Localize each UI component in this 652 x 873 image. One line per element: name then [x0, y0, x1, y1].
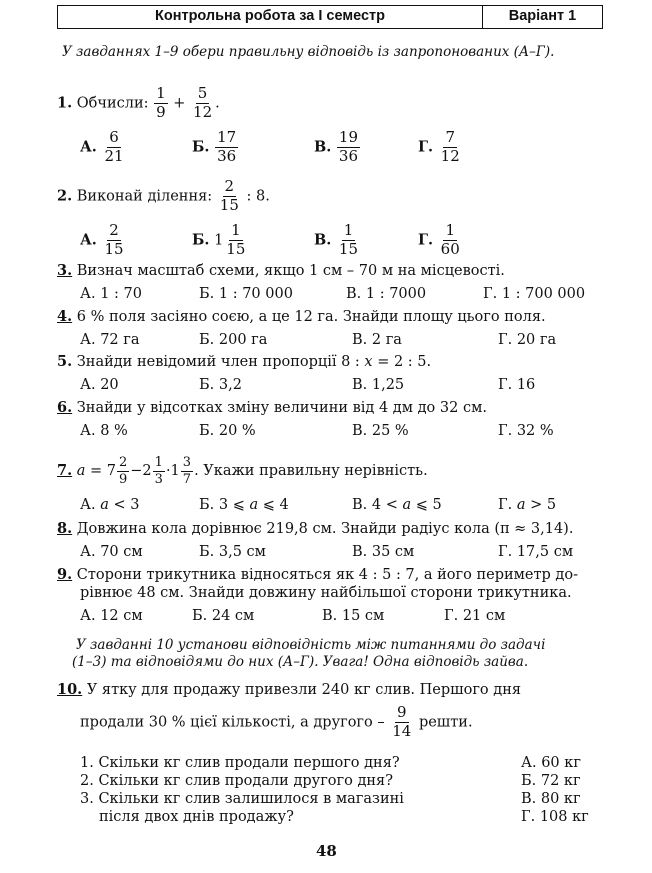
- fraction: $\frac{5}{12}$: [193, 84, 213, 121]
- q7-option-c: В. 4 < a ⩽ 5: [352, 497, 442, 513]
- q2-option-d: Г. $\frac{1}{60}$: [418, 221, 460, 258]
- question-number: 9.: [57, 566, 73, 583]
- question-number: 3.: [57, 262, 73, 279]
- q5-option-b: Б. 3,2: [199, 377, 242, 393]
- q3-option-c: В. 1 : 7000: [346, 286, 427, 302]
- question-text-end: = 2 : 5.: [372, 354, 432, 370]
- question-text: Знайди у відсотках зміну величини від 4 дм до 32 см.: [76, 400, 487, 416]
- q2-option-b: Б. 1 $\frac{1}{15}$: [192, 221, 246, 258]
- question-text-line2: продали 30 % цієї кількості, а другого –: [80, 714, 385, 731]
- question-8: [57, 520, 573, 538]
- question-10-line2: [80, 705, 473, 740]
- question-text-line1: Сторони трикутника відносяться як 4 : 5 : 7, а його периметр до-: [76, 567, 578, 583]
- q5-option-c: В. 1,25: [352, 377, 405, 393]
- q1-option-b: Б. $\frac{17}{36}$: [192, 128, 237, 165]
- q10-subquestion-2: 2. Скільки кг слив продали другого дня?: [80, 773, 393, 789]
- question-6: [57, 399, 487, 417]
- question-text-end: решти.: [418, 714, 473, 731]
- q3-option-b: Б. 1 : 70 000: [199, 286, 293, 302]
- question-text-line1: У ятку для продажу привезли 240 кг слив. Першого дня: [86, 682, 522, 698]
- question-text: . Укажи правильну нерівність.: [194, 463, 428, 480]
- q2-option-c: В. $\frac{1}{15}$: [314, 221, 359, 258]
- q3-option-d: Г. 1 : 700 000: [483, 286, 586, 302]
- fraction: $\frac{3}{7}$: [182, 455, 192, 487]
- q10-answer-c: В. 80 кг: [521, 791, 581, 807]
- question-text: Виконай ділення:: [76, 188, 213, 205]
- header-table: [57, 5, 603, 29]
- plus-sign: +: [173, 95, 186, 112]
- q10-subquestion-3: 3. Скільки кг слив залишилося в магазині: [80, 791, 404, 807]
- q1-option-d: Г. $\frac{7}{12}$: [418, 128, 460, 165]
- q1-option-c: В. $\frac{19}{36}$: [314, 128, 359, 165]
- q4-option-c: В. 2 га: [352, 332, 402, 348]
- q10-subquestion-3-cont: після двох днів продажу?: [99, 809, 294, 825]
- question-2: [57, 179, 270, 214]
- q8-option-a: А. 70 см: [80, 544, 143, 560]
- equals-seven: = 7: [85, 463, 116, 480]
- q6-option-d: Г. 32 %: [498, 423, 554, 439]
- question-9-line2: рівнює 48 см. Знайди довжину найбільшої сторони трикутника.: [80, 585, 572, 601]
- question-text: 6 % поля засіяно соєю, а це 12 га. Знайди площу цього поля.: [76, 309, 546, 325]
- q10-answer-d: Г. 108 кг: [521, 809, 589, 825]
- question-number: 10.: [57, 681, 83, 698]
- q9-option-c: В. 15 см: [322, 608, 385, 624]
- q9-option-a: А. 12 см: [80, 608, 143, 624]
- q6-option-c: В. 25 %: [352, 423, 409, 439]
- instructions-10-line2: (1–3) та відповідями до них (А–Г). Увага! Одна відповідь зайва.: [72, 654, 529, 670]
- q6-option-a: А. 8 %: [80, 423, 128, 439]
- q1-option-a: А. $\frac{6}{21}$: [80, 128, 124, 165]
- minus-two: −2: [130, 463, 152, 480]
- question-1: [57, 86, 220, 121]
- q10-answer-b: Б. 72 кг: [521, 773, 581, 789]
- variable-x: x: [364, 354, 373, 370]
- variant-label: Варіант 1: [508, 8, 577, 24]
- q8-option-c: В. 35 см: [352, 544, 415, 560]
- instructions-1-9: У завданнях 1–9 обери правильну відповідь із запропонованих (А–Г).: [62, 44, 555, 60]
- question-text: Обчисли:: [76, 95, 149, 112]
- q3-option-a: А. 1 : 70: [80, 286, 142, 302]
- question-4: [57, 308, 546, 326]
- q4-option-b: Б. 200 га: [199, 332, 268, 348]
- question-5: [57, 353, 431, 371]
- q7-option-b: Б. 3 ⩽ a ⩽ 4: [199, 497, 289, 513]
- fraction: $\frac{1}{9}$: [156, 84, 166, 121]
- q8-option-d: Г. 17,5 см: [498, 544, 574, 560]
- period: .: [215, 95, 220, 112]
- question-7: [57, 456, 428, 486]
- question-text: Довжина кола дорівнює 219,8 см. Знайди радіус кола (π ≈ 3,14).: [76, 521, 574, 537]
- q7-option-a: А. a < 3: [80, 497, 140, 513]
- fraction: $\frac{9}{14}$: [392, 703, 412, 740]
- page-number: 48: [316, 842, 337, 860]
- question-number: 6.: [57, 399, 73, 416]
- fraction: $\frac{2}{9}$: [119, 455, 128, 487]
- q8-option-b: Б. 3,5 см: [199, 544, 266, 560]
- question-9: [57, 566, 578, 584]
- question-tail: : 8.: [246, 188, 270, 205]
- q4-option-a: А. 72 га: [80, 332, 140, 348]
- q5-option-d: Г. 16: [498, 377, 536, 393]
- question-10: [57, 681, 521, 699]
- q9-option-d: Г. 21 см: [444, 608, 506, 624]
- q10-answer-a: А. 60 кг: [521, 755, 581, 771]
- q9-option-b: Б. 24 см: [192, 608, 255, 624]
- variable-a: a: [76, 463, 86, 480]
- q10-subquestion-1: 1. Скільки кг слив продали першого дня?: [80, 755, 400, 771]
- question-3: [57, 262, 505, 280]
- question-number: 2.: [57, 187, 73, 205]
- fraction: $\frac{1}{3}$: [154, 455, 163, 487]
- q7-option-d: Г. a > 5: [498, 497, 557, 513]
- q4-option-d: Г. 20 га: [498, 332, 557, 348]
- test-title: Контрольна робота за I семестр: [58, 6, 483, 28]
- question-number: 5.: [57, 353, 73, 370]
- instructions-10-line1: У завданні 10 установи відповідність між питаннями до задачі: [76, 637, 546, 653]
- fraction: $\frac{2}{15}$: [219, 177, 239, 214]
- q6-option-b: Б. 20 %: [199, 423, 256, 439]
- q2-option-a: А. $\frac{2}{15}$: [80, 221, 124, 258]
- question-text: Визнач масштаб схеми, якщо 1 см – 70 м на місцевості.: [76, 263, 505, 279]
- question-number: 8.: [57, 520, 73, 537]
- question-number: 1.: [57, 94, 73, 112]
- question-number: 7.: [57, 462, 73, 480]
- q5-option-a: А. 20: [80, 377, 119, 393]
- question-number: 4.: [57, 308, 73, 325]
- times-one: ·1: [165, 463, 180, 480]
- question-text: Знайди невідомий член пропорції 8 :: [76, 354, 365, 370]
